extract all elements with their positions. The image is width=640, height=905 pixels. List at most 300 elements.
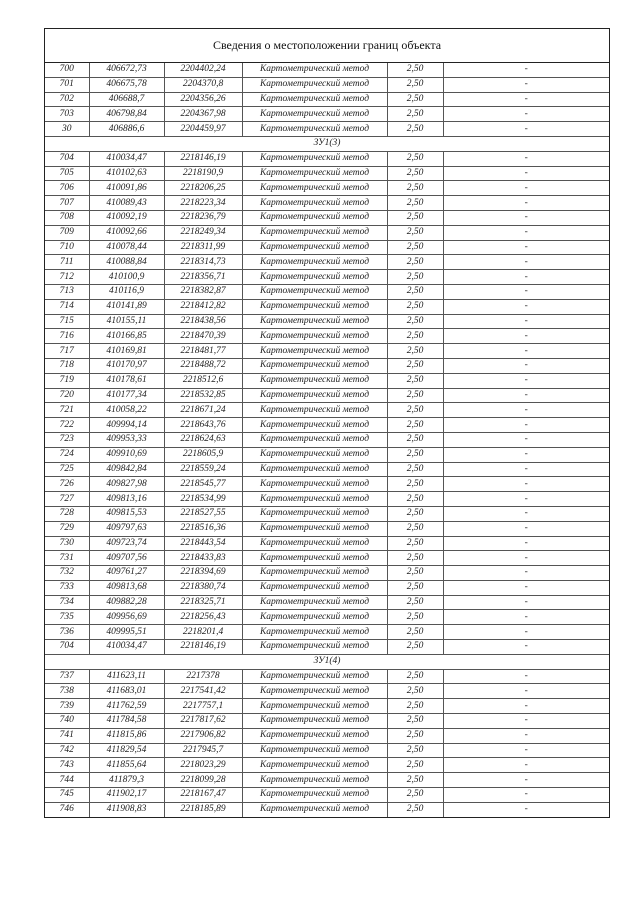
accuracy-cell: 2,50: [387, 788, 443, 803]
point-number-cell: 722: [45, 418, 89, 433]
description-cell: -: [443, 329, 609, 344]
accuracy-cell: 2,50: [387, 699, 443, 714]
method-cell: Картометрический метод: [242, 388, 387, 403]
method-cell: Картометрический метод: [242, 210, 387, 225]
x-coordinate-cell: 409995,51: [89, 625, 164, 640]
accuracy-cell: 2,50: [387, 669, 443, 684]
table-row: [45, 773, 609, 788]
x-coordinate-cell: 411784,58: [89, 714, 164, 729]
method-cell: Картометрический метод: [242, 566, 387, 581]
x-coordinate-cell: 409761,27: [89, 566, 164, 581]
description-cell: -: [443, 714, 609, 729]
y-coordinate-cell: 2217906,82: [164, 728, 242, 743]
method-cell: Картометрический метод: [242, 240, 387, 255]
method-cell: Картометрический метод: [242, 329, 387, 344]
method-cell: Картометрический метод: [242, 714, 387, 729]
method-cell: Картометрический метод: [242, 699, 387, 714]
table-row: [45, 462, 609, 477]
x-coordinate-cell: 411908,83: [89, 802, 164, 816]
description-cell: -: [443, 595, 609, 610]
x-coordinate-cell: 411829,54: [89, 743, 164, 758]
method-cell: Картометрический метод: [242, 477, 387, 492]
x-coordinate-cell: 409707,56: [89, 551, 164, 566]
x-coordinate-cell: 411879,3: [89, 773, 164, 788]
point-number-cell: 739: [45, 699, 89, 714]
section-header-cell: ЗУ1(3): [45, 136, 609, 151]
y-coordinate-cell: 2217945,7: [164, 743, 242, 758]
y-coordinate-cell: 2218643,76: [164, 418, 242, 433]
accuracy-cell: 2,50: [387, 255, 443, 270]
table-row: [45, 743, 609, 758]
method-cell: Картометрический метод: [242, 299, 387, 314]
accuracy-cell: 2,50: [387, 151, 443, 166]
description-cell: -: [443, 107, 609, 122]
accuracy-cell: 2,50: [387, 344, 443, 359]
x-coordinate-cell: 409956,69: [89, 610, 164, 625]
y-coordinate-cell: 2217817,62: [164, 714, 242, 729]
y-coordinate-cell: 2218314,73: [164, 255, 242, 270]
method-cell: Картометрический метод: [242, 122, 387, 137]
table-row: [45, 802, 609, 816]
x-coordinate-cell: 409813,16: [89, 492, 164, 507]
accuracy-cell: 2,50: [387, 240, 443, 255]
accuracy-cell: 2,50: [387, 225, 443, 240]
accuracy-cell: 2,50: [387, 210, 443, 225]
y-coordinate-cell: 2218488,72: [164, 358, 242, 373]
point-number-cell: 740: [45, 714, 89, 729]
x-coordinate-cell: 410092,66: [89, 225, 164, 240]
description-cell: -: [443, 166, 609, 181]
x-coordinate-cell: 410078,44: [89, 240, 164, 255]
x-coordinate-cell: 410034,47: [89, 640, 164, 655]
x-coordinate-cell: 411815,86: [89, 728, 164, 743]
point-number-cell: 733: [45, 580, 89, 595]
y-coordinate-cell: 2218256,43: [164, 610, 242, 625]
table-row: [45, 63, 609, 77]
x-coordinate-cell: 410155,11: [89, 314, 164, 329]
description-cell: -: [443, 492, 609, 507]
accuracy-cell: 2,50: [387, 329, 443, 344]
y-coordinate-cell: 2218167,47: [164, 788, 242, 803]
x-coordinate-cell: 410169,81: [89, 344, 164, 359]
table-row: [45, 329, 609, 344]
x-coordinate-cell: 410100,9: [89, 270, 164, 285]
description-cell: -: [443, 788, 609, 803]
method-cell: Картометрический метод: [242, 77, 387, 92]
method-cell: Картометрический метод: [242, 181, 387, 196]
x-coordinate-cell: 409842,84: [89, 462, 164, 477]
x-coordinate-cell: 410089,43: [89, 196, 164, 211]
table-row: [45, 77, 609, 92]
x-coordinate-cell: 410092,19: [89, 210, 164, 225]
point-number-cell: 727: [45, 492, 89, 507]
y-coordinate-cell: 2204459,97: [164, 122, 242, 137]
table-row: [45, 551, 609, 566]
description-cell: -: [443, 684, 609, 699]
y-coordinate-cell: 2218380,74: [164, 580, 242, 595]
method-cell: Картометрический метод: [242, 536, 387, 551]
point-number-cell: 704: [45, 151, 89, 166]
table-row: [45, 699, 609, 714]
point-number-cell: 745: [45, 788, 89, 803]
point-number-cell: 711: [45, 255, 89, 270]
table-row: [45, 728, 609, 743]
y-coordinate-cell: 2218146,19: [164, 640, 242, 655]
x-coordinate-cell: 409723,74: [89, 536, 164, 551]
point-number-cell: 709: [45, 225, 89, 240]
table-row: [45, 299, 609, 314]
x-coordinate-cell: 410178,61: [89, 373, 164, 388]
accuracy-cell: 2,50: [387, 196, 443, 211]
method-cell: Картометрический метод: [242, 551, 387, 566]
table-row: [45, 240, 609, 255]
table-row: [45, 758, 609, 773]
table-row: [45, 314, 609, 329]
table-row: [45, 344, 609, 359]
x-coordinate-cell: 410116,9: [89, 284, 164, 299]
description-cell: -: [443, 640, 609, 655]
method-cell: Картометрический метод: [242, 788, 387, 803]
description-cell: -: [443, 270, 609, 285]
point-number-cell: 744: [45, 773, 89, 788]
table-row: [45, 521, 609, 536]
table-row: [45, 373, 609, 388]
accuracy-cell: 2,50: [387, 314, 443, 329]
table-row: [45, 255, 609, 270]
x-coordinate-cell: 409827,98: [89, 477, 164, 492]
description-cell: -: [443, 699, 609, 714]
method-cell: Картометрический метод: [242, 728, 387, 743]
point-number-cell: 700: [45, 63, 89, 77]
method-cell: Картометрический метод: [242, 492, 387, 507]
y-coordinate-cell: 2218605,9: [164, 447, 242, 462]
x-coordinate-cell: 410091,86: [89, 181, 164, 196]
point-number-cell: 703: [45, 107, 89, 122]
accuracy-cell: 2,50: [387, 506, 443, 521]
accuracy-cell: 2,50: [387, 684, 443, 699]
table-row: [45, 270, 609, 285]
y-coordinate-cell: 2218532,85: [164, 388, 242, 403]
x-coordinate-cell: 406675,78: [89, 77, 164, 92]
y-coordinate-cell: 2218443,54: [164, 536, 242, 551]
y-coordinate-cell: 2204356,26: [164, 92, 242, 107]
y-coordinate-cell: 2218624,63: [164, 432, 242, 447]
x-coordinate-cell: 406798,84: [89, 107, 164, 122]
point-number-cell: 738: [45, 684, 89, 699]
point-number-cell: 731: [45, 551, 89, 566]
point-number-cell: 714: [45, 299, 89, 314]
accuracy-cell: 2,50: [387, 580, 443, 595]
point-number-cell: 706: [45, 181, 89, 196]
description-cell: -: [443, 299, 609, 314]
x-coordinate-cell: 411762,59: [89, 699, 164, 714]
y-coordinate-cell: 2218671,24: [164, 403, 242, 418]
point-number-cell: 741: [45, 728, 89, 743]
accuracy-cell: 2,50: [387, 462, 443, 477]
y-coordinate-cell: 2218470,39: [164, 329, 242, 344]
description-cell: -: [443, 344, 609, 359]
point-number-cell: 707: [45, 196, 89, 211]
accuracy-cell: 2,50: [387, 758, 443, 773]
description-cell: -: [443, 758, 609, 773]
table-row: [45, 610, 609, 625]
point-number-cell: 734: [45, 595, 89, 610]
accuracy-cell: 2,50: [387, 625, 443, 640]
y-coordinate-cell: 2204402,24: [164, 63, 242, 77]
method-cell: Картометрический метод: [242, 580, 387, 595]
y-coordinate-cell: 2218545,77: [164, 477, 242, 492]
description-cell: -: [443, 610, 609, 625]
x-coordinate-cell: 409815,53: [89, 506, 164, 521]
table-row: [45, 714, 609, 729]
accuracy-cell: 2,50: [387, 432, 443, 447]
point-number-cell: 716: [45, 329, 89, 344]
y-coordinate-cell: 2218356,71: [164, 270, 242, 285]
point-number-cell: 732: [45, 566, 89, 581]
table-row: [45, 166, 609, 181]
y-coordinate-cell: 2218249,34: [164, 225, 242, 240]
description-cell: -: [443, 566, 609, 581]
description-cell: -: [443, 521, 609, 536]
method-cell: Картометрический метод: [242, 610, 387, 625]
table-row: [45, 196, 609, 211]
table-row: [45, 107, 609, 122]
x-coordinate-cell: 409910,69: [89, 447, 164, 462]
accuracy-cell: 2,50: [387, 299, 443, 314]
method-cell: Картометрический метод: [242, 462, 387, 477]
method-cell: Картометрический метод: [242, 625, 387, 640]
y-coordinate-cell: 2217378: [164, 669, 242, 684]
x-coordinate-cell: 410141,89: [89, 299, 164, 314]
point-number-cell: 723: [45, 432, 89, 447]
point-number-cell: 720: [45, 388, 89, 403]
point-number-cell: 730: [45, 536, 89, 551]
point-number-cell: 735: [45, 610, 89, 625]
point-number-cell: 746: [45, 802, 89, 816]
table-row: [45, 536, 609, 551]
description-cell: -: [443, 77, 609, 92]
description-cell: -: [443, 743, 609, 758]
description-cell: -: [443, 580, 609, 595]
method-cell: Картометрический метод: [242, 107, 387, 122]
method-cell: Картометрический метод: [242, 196, 387, 211]
method-cell: Картометрический метод: [242, 521, 387, 536]
description-cell: -: [443, 551, 609, 566]
accuracy-cell: 2,50: [387, 728, 443, 743]
y-coordinate-cell: 2218382,87: [164, 284, 242, 299]
accuracy-cell: 2,50: [387, 403, 443, 418]
y-coordinate-cell: 2218325,71: [164, 595, 242, 610]
x-coordinate-cell: 410058,22: [89, 403, 164, 418]
method-cell: Картометрический метод: [242, 344, 387, 359]
method-cell: Картометрический метод: [242, 403, 387, 418]
description-cell: -: [443, 314, 609, 329]
method-cell: Картометрический метод: [242, 684, 387, 699]
accuracy-cell: 2,50: [387, 536, 443, 551]
point-number-cell: 712: [45, 270, 89, 285]
description-cell: -: [443, 447, 609, 462]
method-cell: Картометрический метод: [242, 314, 387, 329]
description-cell: -: [443, 240, 609, 255]
description-cell: -: [443, 462, 609, 477]
table-row: [45, 640, 609, 655]
y-coordinate-cell: 2218438,56: [164, 314, 242, 329]
x-coordinate-cell: 406688,7: [89, 92, 164, 107]
accuracy-cell: 2,50: [387, 714, 443, 729]
y-coordinate-cell: 2218481,77: [164, 344, 242, 359]
point-number-cell: 718: [45, 358, 89, 373]
x-coordinate-cell: 410102,63: [89, 166, 164, 181]
accuracy-cell: 2,50: [387, 388, 443, 403]
y-coordinate-cell: 2218099,28: [164, 773, 242, 788]
accuracy-cell: 2,50: [387, 122, 443, 137]
x-coordinate-cell: 406672,73: [89, 63, 164, 77]
description-cell: -: [443, 802, 609, 816]
y-coordinate-cell: 2204370,8: [164, 77, 242, 92]
y-coordinate-cell: 2218433,83: [164, 551, 242, 566]
x-coordinate-cell: 411855,64: [89, 758, 164, 773]
point-number-cell: 728: [45, 506, 89, 521]
method-cell: Картометрический метод: [242, 270, 387, 285]
table-row: [45, 418, 609, 433]
description-cell: -: [443, 669, 609, 684]
table-row: [45, 403, 609, 418]
accuracy-cell: 2,50: [387, 418, 443, 433]
method-cell: Картометрический метод: [242, 506, 387, 521]
point-number-cell: 725: [45, 462, 89, 477]
accuracy-cell: 2,50: [387, 447, 443, 462]
point-number-cell: 30: [45, 122, 89, 137]
accuracy-cell: 2,50: [387, 477, 443, 492]
point-number-cell: 737: [45, 669, 89, 684]
accuracy-cell: 2,50: [387, 551, 443, 566]
table-row: [45, 432, 609, 447]
y-coordinate-cell: 2217757,1: [164, 699, 242, 714]
y-coordinate-cell: 2218190,9: [164, 166, 242, 181]
accuracy-cell: 2,50: [387, 521, 443, 536]
point-number-cell: 715: [45, 314, 89, 329]
point-number-cell: 721: [45, 403, 89, 418]
method-cell: Картометрический метод: [242, 225, 387, 240]
description-cell: -: [443, 418, 609, 433]
accuracy-cell: 2,50: [387, 640, 443, 655]
y-coordinate-cell: 2218412,82: [164, 299, 242, 314]
method-cell: Картометрический метод: [242, 151, 387, 166]
description-cell: -: [443, 773, 609, 788]
table-row: [45, 284, 609, 299]
point-number-cell: 705: [45, 166, 89, 181]
point-number-cell: 743: [45, 758, 89, 773]
description-cell: -: [443, 92, 609, 107]
y-coordinate-cell: 2218512,6: [164, 373, 242, 388]
description-cell: -: [443, 388, 609, 403]
y-coordinate-cell: 2218223,34: [164, 196, 242, 211]
description-cell: -: [443, 358, 609, 373]
y-coordinate-cell: 2218146,19: [164, 151, 242, 166]
x-coordinate-cell: 411623,11: [89, 669, 164, 684]
accuracy-cell: 2,50: [387, 107, 443, 122]
x-coordinate-cell: 410166,85: [89, 329, 164, 344]
accuracy-cell: 2,50: [387, 773, 443, 788]
description-cell: -: [443, 255, 609, 270]
x-coordinate-cell: 409813,68: [89, 580, 164, 595]
y-coordinate-cell: 2204367,98: [164, 107, 242, 122]
x-coordinate-cell: 409797,63: [89, 521, 164, 536]
table-row: [45, 506, 609, 521]
section-header-cell: ЗУ1(4): [45, 654, 609, 669]
description-cell: -: [443, 625, 609, 640]
accuracy-cell: 2,50: [387, 284, 443, 299]
description-cell: -: [443, 210, 609, 225]
method-cell: Картометрический метод: [242, 640, 387, 655]
y-coordinate-cell: 2218394,69: [164, 566, 242, 581]
y-coordinate-cell: 2218534,99: [164, 492, 242, 507]
accuracy-cell: 2,50: [387, 92, 443, 107]
x-coordinate-cell: 406886,6: [89, 122, 164, 137]
section-header-row: [45, 136, 609, 151]
description-cell: -: [443, 403, 609, 418]
point-number-cell: 701: [45, 77, 89, 92]
description-cell: -: [443, 432, 609, 447]
x-coordinate-cell: 409953,33: [89, 432, 164, 447]
table-row: [45, 492, 609, 507]
method-cell: Картометрический метод: [242, 432, 387, 447]
table-row: [45, 447, 609, 462]
y-coordinate-cell: 2218201,4: [164, 625, 242, 640]
accuracy-cell: 2,50: [387, 358, 443, 373]
description-cell: -: [443, 284, 609, 299]
table-row: [45, 122, 609, 137]
y-coordinate-cell: 2218185,89: [164, 802, 242, 816]
y-coordinate-cell: 2218516,36: [164, 521, 242, 536]
y-coordinate-cell: 2218236,79: [164, 210, 242, 225]
accuracy-cell: 2,50: [387, 566, 443, 581]
boundary-table-sheet: [44, 28, 610, 818]
accuracy-cell: 2,50: [387, 743, 443, 758]
point-number-cell: 704: [45, 640, 89, 655]
point-number-cell: 726: [45, 477, 89, 492]
y-coordinate-cell: 2218023,29: [164, 758, 242, 773]
description-cell: -: [443, 63, 609, 77]
accuracy-cell: 2,50: [387, 166, 443, 181]
method-cell: Картометрический метод: [242, 373, 387, 388]
y-coordinate-cell: 2218559,24: [164, 462, 242, 477]
method-cell: Картометрический метод: [242, 255, 387, 270]
method-cell: Картометрический метод: [242, 669, 387, 684]
table-row: [45, 566, 609, 581]
accuracy-cell: 2,50: [387, 270, 443, 285]
point-number-cell: 719: [45, 373, 89, 388]
table-row: [45, 684, 609, 699]
coordinates-table-body: [45, 63, 609, 817]
method-cell: Картометрический метод: [242, 447, 387, 462]
accuracy-cell: 2,50: [387, 595, 443, 610]
accuracy-cell: 2,50: [387, 373, 443, 388]
accuracy-cell: 2,50: [387, 63, 443, 77]
table-row: [45, 92, 609, 107]
point-number-cell: 702: [45, 92, 89, 107]
method-cell: Картометрический метод: [242, 758, 387, 773]
y-coordinate-cell: 2218311,99: [164, 240, 242, 255]
method-cell: Картометрический метод: [242, 63, 387, 77]
x-coordinate-cell: 411902,17: [89, 788, 164, 803]
description-cell: -: [443, 181, 609, 196]
method-cell: Картометрический метод: [242, 802, 387, 816]
x-coordinate-cell: 411683,01: [89, 684, 164, 699]
method-cell: Картометрический метод: [242, 773, 387, 788]
table-row: [45, 788, 609, 803]
method-cell: Картометрический метод: [242, 358, 387, 373]
